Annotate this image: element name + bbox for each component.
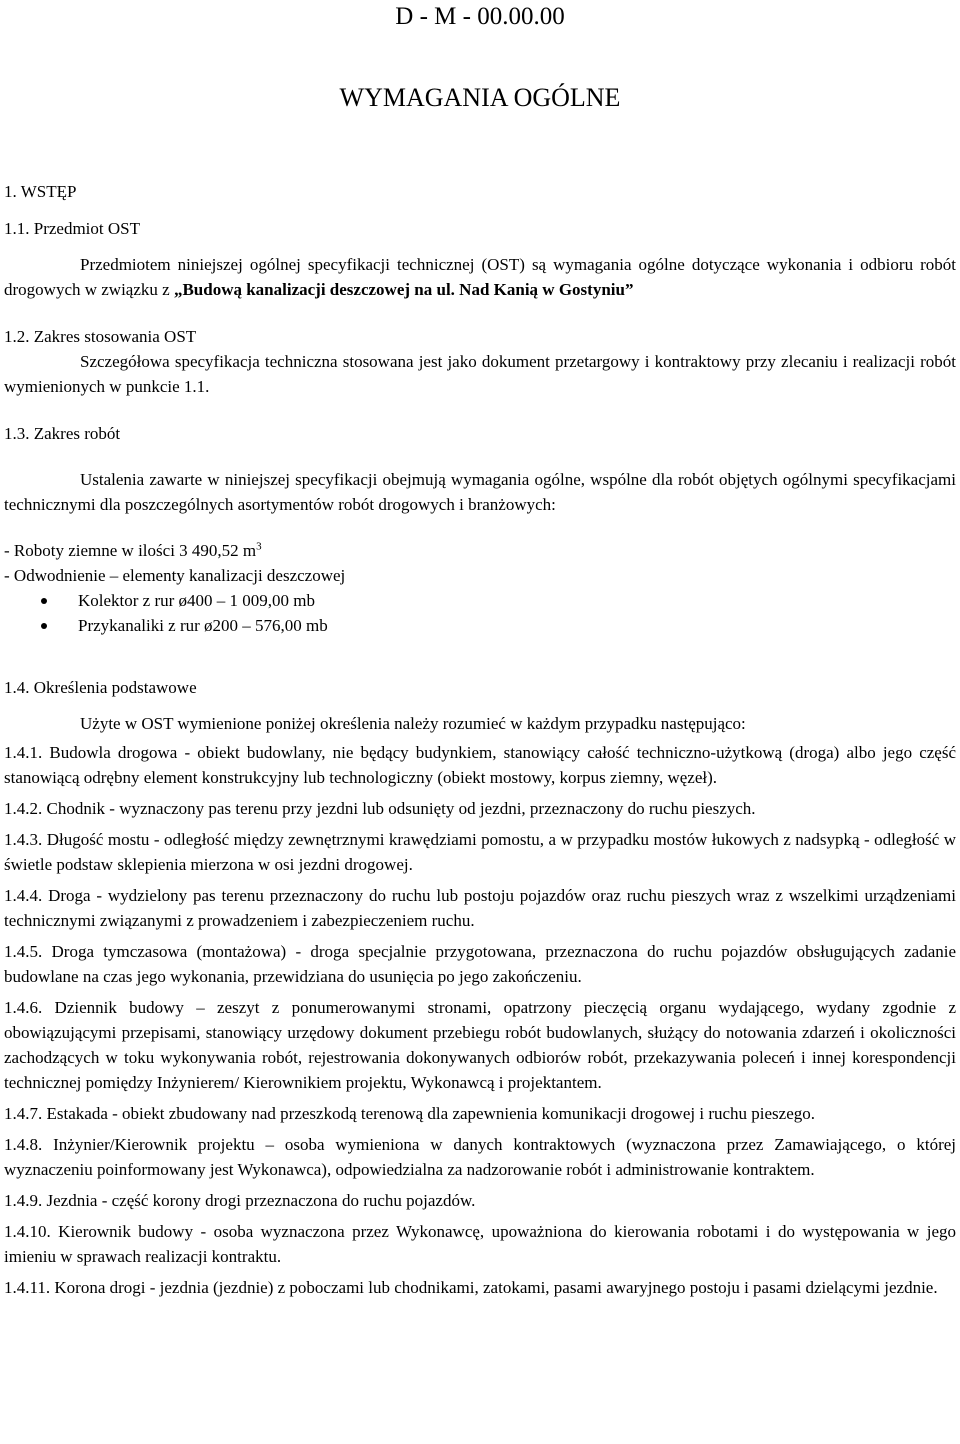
definition-text: Długość mostu - odległość między zewnętrznymi krawędziami pomostu, a w przypadku mostów łukowych z nadsypką - odległość w świetle podstaw sklepienia mierzona w osi jezdni drogowej. xyxy=(4,830,957,874)
section-1-2-heading: 1.2. Zakres stosowania OST xyxy=(4,327,197,346)
bullet-icon xyxy=(41,623,47,629)
works-bullet-list xyxy=(4,588,956,638)
list-item-text: Przykanaliki z rur ø200 – 576,00 mb xyxy=(78,616,328,635)
definition-number: 1.4.7. xyxy=(4,1104,43,1123)
definition-number: 1.4.6. xyxy=(4,998,43,1017)
definition-text: Inżynier/Kierownik projektu – osoba wymieniona w danych kontraktowych (wyznaczona przez Zamawiającego, o której wyznaczeniu poinformowany jest Wykonawca), odpowiedzialna za nadzorowanie robót i administrowanie kontraktem. xyxy=(4,1135,957,1179)
list-item-text: Kolektor z rur ø400 – 1 009,00 mb xyxy=(78,591,316,610)
definition-item xyxy=(4,995,956,1095)
definition-text: Droga - wydzielony pas terenu przeznaczony do ruchu lub postoju pojazdów oraz ruchu pieszych wraz z wszelkimi urządzeniami technicznymi związanymi z prowadzeniem i zabezpieczeniem ruchu. xyxy=(4,886,957,930)
unit-exponent: 3 xyxy=(256,540,262,553)
document-code: D - M - 00.00.00 xyxy=(395,3,565,30)
definition-item xyxy=(4,1275,956,1300)
definition-number: 1.4.8. xyxy=(4,1135,43,1154)
list-item xyxy=(4,613,956,638)
section-1-4-heading: 1.4. Określenia podstawowe xyxy=(4,678,197,697)
section-1-4-intro: Użyte w OST wymienione poniżej określenia należy rozumieć w każdym przypadku następująco: xyxy=(80,714,746,733)
definition-text: Budowla drogowa - obiekt budowlany, nie będący budynkiem, stanowiący całość techniczno-użytkową (droga) albo jego część stanowiącą odrębny element konstrukcyjny lub technologiczny (obiekt mostowy, korpus ziemny, węzeł). xyxy=(4,743,957,787)
definition-item xyxy=(4,1132,956,1182)
definition-item xyxy=(4,796,956,821)
section-1-1-project-name: „Budową kanalizacji deszczowej na ul. Nad Kanią w Gostyniu” xyxy=(173,280,634,299)
definition-item xyxy=(4,827,956,877)
definition-number: 1.4.2. xyxy=(4,799,43,818)
bullet-icon xyxy=(41,598,47,604)
definition-number: 1.4.5. xyxy=(4,942,43,961)
definition-text: Chodnik - wyznaczony pas terenu przy jezdni lub odsunięty od jezdni, przeznaczony do ruchu pieszych. xyxy=(46,799,756,818)
definition-item xyxy=(4,939,956,989)
section-1-1-text-a: Przedmiotem niniejszej ogólnej specyfikacji technicznej (OST) są wymagania ogólne dotyczące wykonania i odbioru robót drogowych w związku z xyxy=(4,255,956,299)
definition-text: Korona drogi - jezdnia (jezdnie) z poboczami lub chodnikami, zatokami, pasami awaryjnego postoju i pasami dzielącymi jezdnie. xyxy=(54,1278,938,1297)
section-1-3-heading: 1.3. Zakres robót xyxy=(4,424,121,443)
definition-item xyxy=(4,1188,956,1213)
definitions-list xyxy=(4,740,956,1300)
definition-text: Estakada - obiekt zbudowany nad przeszkodą terenową dla zapewnienia komunikacji drogowej i ruchu pieszego. xyxy=(46,1104,815,1123)
list-item xyxy=(4,588,956,613)
definition-text: Kierownik budowy - osoba wyznaczona przez Wykonawcę, upoważniona do kierowania robotami i do występowania w jego imieniu w sprawach realizacji kontraktu. xyxy=(4,1222,956,1266)
section-1-heading: 1. WSTĘP xyxy=(4,182,77,201)
section-1-3-text: Ustalenia zawarte w niniejszej specyfikacji obejmują wymagania ogólne, wspólne dla robót objętych ogólnymi specyfikacjami technicznymi dla poszczególnych asortymentów robót drogowych i branżowych: xyxy=(4,470,956,514)
definition-item xyxy=(4,883,956,933)
works-earthworks-text: - Roboty ziemne w ilości 3 490,52 m xyxy=(4,541,257,560)
definition-text: Dziennik budowy – zeszyt z ponumerowanymi stronami, opatrzony pieczęcią organu wydającego, wydany zgodnie z obowiązującymi przepisami, stanowiący urzędowy dokument przebiegu robót budowlanych, służący do notowania zdarzeń i okoliczności zachodzących w toku wykonywania robót, rejestrowania dokonywanych odbiorów robót, przekazywania poleceń i innej korespondencji technicznej pomiędzy Inżynierem/ Kierownikiem projektu, Wykonawcą i projektantem. xyxy=(4,998,957,1092)
section-1-1-heading: 1.1. Przedmiot OST xyxy=(4,219,140,238)
definition-number: 1.4.1. xyxy=(4,743,43,762)
definition-text: Jezdnia - część korony drogi przeznaczona do ruchu pojazdów. xyxy=(46,1191,476,1210)
definition-item xyxy=(4,740,956,790)
definition-number: 1.4.3. xyxy=(4,830,43,849)
definition-text: Droga tymczasowa (montażowa) - droga specjalnie przygotowana, przeznaczona do ruchu pojazdów obsługujących zadanie budowlane na czas jego wykonania, przewidziana do usunięcia po jego zakończeniu. xyxy=(4,942,957,986)
definition-number: 1.4.11. xyxy=(4,1278,51,1297)
definition-number: 1.4.9. xyxy=(4,1191,43,1210)
section-1-1-text xyxy=(4,252,956,302)
document-title: WYMAGANIA OGÓLNE xyxy=(339,83,621,112)
definition-item xyxy=(4,1101,956,1126)
works-earthworks-line xyxy=(4,538,956,563)
definition-number: 1.4.4. xyxy=(4,886,43,905)
section-1-2-text: Szczegółowa specyfikacja techniczna stosowana jest jako dokument przetargowy i kontraktowy przy zlecaniu i realizacji robót wymienionych w punkcie 1.1. xyxy=(4,352,956,396)
definition-item xyxy=(4,1219,956,1269)
works-drainage-line: - Odwodnienie – elementy kanalizacji deszczowej xyxy=(4,566,346,585)
definition-number: 1.4.10. xyxy=(4,1222,51,1241)
